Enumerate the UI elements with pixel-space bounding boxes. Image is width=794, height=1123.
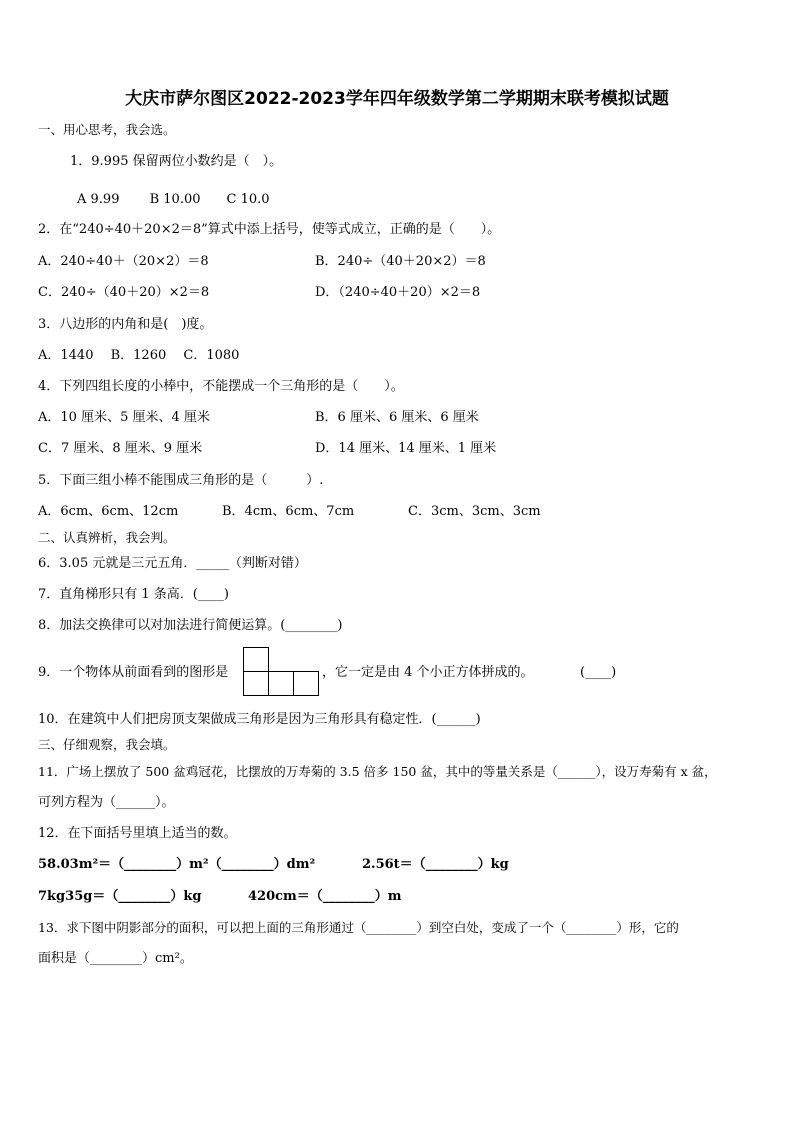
question-1-options: A 9.99 B 10.00 C 10.0 <box>77 192 270 207</box>
question-2-option-c: C．240÷（40＋20）×2＝8 <box>38 285 210 300</box>
section-heading-3: 三、仔细观察，我会填。 <box>38 737 176 752</box>
page-title: 大庆市萨尔图区2022-2023学年四年级数学第二学期期末联考模拟试题 <box>125 89 669 109</box>
question-1-stem: 1．9.995 保留两位小数约是（ ）。 <box>70 154 283 169</box>
square-bottom-2 <box>269 672 294 696</box>
square-top <box>244 648 269 672</box>
question-4-option-b: B．6 厘米、6 厘米、6 厘米 <box>315 410 479 425</box>
question-12-item-2: 2.56t＝（________）kg <box>362 857 509 872</box>
question-4-option-c: C．7 厘米、8 厘米、9 厘米 <box>38 441 203 456</box>
square-bottom-3 <box>294 672 319 696</box>
question-5-stem: 5．下面三组小棒不能围成三角形的是（ ）. <box>38 473 324 488</box>
question-7: 7．直角梯形只有 1 条高．(____) <box>38 587 229 602</box>
question-12-item-4: 420cm＝（________）m <box>248 889 402 904</box>
question-3-options: A．1440 B．1260 C．1080 <box>38 348 240 363</box>
front-view-figure <box>242 646 322 698</box>
question-2-option-b: B．240÷（40＋20×2）＝8 <box>315 254 486 269</box>
question-2-stem: 2．在“240÷40＋20×2＝8”算式中添上括号，使等式成立，正确的是（ ）。 <box>38 222 501 237</box>
question-2-option-a: A．240÷40＋（20×2）＝8 <box>38 254 209 269</box>
question-4-stem: 4．下列四组长度的小棒中，不能摆成一个三角形的是（ ）。 <box>38 379 404 394</box>
question-5-option-b: B．4cm、6cm、7cm <box>222 504 355 519</box>
square-bottom-1 <box>244 672 269 696</box>
question-5-option-c: C．3cm、3cm、3cm <box>408 504 541 519</box>
question-9-answer-blank: (____) <box>580 665 617 680</box>
question-11-line-2: 可列方程为（______）。 <box>38 795 175 810</box>
question-13-line-2: 面积是（________）cm²。 <box>38 951 193 966</box>
question-11-line-1: 11．广场上摆放了 500 盆鸡冠花，比摆放的万寿菊的 3.5 倍多 150 盆，其中的等量关系是（______），设万寿菊有 x 盆， <box>38 764 717 779</box>
question-4-option-d: D．14 厘米、14 厘米、1 厘米 <box>315 441 497 456</box>
question-3-stem: 3．八边形的内角和是( )度。 <box>38 317 213 332</box>
question-12-item-1: 58.03m²＝（________）m²（________）dm² <box>38 857 316 872</box>
question-2-option-d: D．（240÷40＋20）×2＝8 <box>315 285 481 300</box>
section-heading-2: 二、认真辨析，我会判。 <box>38 530 176 545</box>
question-5-option-a: A．6cm、6cm、12cm <box>38 504 179 519</box>
question-6: 6．3.05 元就是三元五角．_____（判断对错） <box>38 556 307 571</box>
question-10: 10．在建筑中人们把房顶支架做成三角形是因为三角形具有稳定性．(______) <box>38 712 481 727</box>
question-12-item-3: 7kg35g＝（________）kg <box>38 889 202 904</box>
question-13-line-1: 13．求下图中阴影部分的面积，可以把上面的三角形通过（________）到空白处，变成了一个（________）形，它的 <box>38 920 679 935</box>
question-9-text-before: 9．一个物体从前面看到的图形是 <box>38 665 229 680</box>
question-12-stem: 12．在下面括号里填上适当的数。 <box>38 826 237 841</box>
section-heading-1: 一、用心思考，我会选。 <box>38 122 176 137</box>
question-4-option-a: A．10 厘米、5 厘米、4 厘米 <box>38 410 210 425</box>
question-8: 8．加法交换律可以对加法进行简便运算。(________) <box>38 618 343 633</box>
question-9-text-after: ，它一定是由 4 个小正方体拼成的。 <box>322 665 534 680</box>
